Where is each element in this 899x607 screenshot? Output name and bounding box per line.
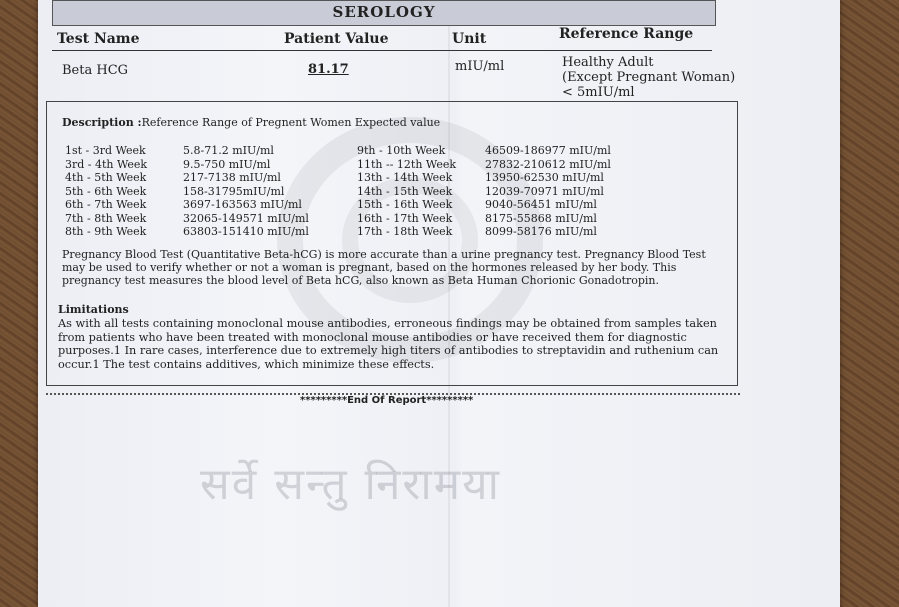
week-label-2: 17th - 18th Week (357, 225, 453, 238)
week-range: 32065-149571 mIU/ml (183, 211, 309, 225)
description-title (62, 116, 440, 129)
section-title: SEROLOGY (52, 0, 716, 26)
week-range: 3697-163563 mIU/ml (183, 198, 302, 211)
week-label-2: 9th - 10th Week (357, 144, 446, 157)
limitations-title: Limitations (58, 303, 129, 316)
footer-motto: सर्वे सन्तु निरामया (200, 459, 501, 510)
limitations-text: As with all tests containing monoclonal mouse antibodies, erroneous findings may be obtained from samples taken from patients who have been treated with monoclonal mouse antibodies or have received them for diagnostic purposes.1 In rare cases, interference due to extremely high titers of antibodies to streptavidin and ruthenium can occur.1 The test contains additives, which minimize these effects. (58, 317, 719, 371)
reference-line-1: Healthy Adult (562, 55, 654, 70)
result-test-name: Beta HCG (62, 63, 129, 78)
week-label-2: 11th -- 12th Week (357, 157, 457, 171)
week-range: 217-7138 mIU/ml (183, 171, 281, 184)
week-label: 1st - 3rd Week (65, 144, 146, 157)
blood-test-paragraph: Pregnancy Blood Test (Quantitative Beta-hCG) is more accurate than a urine pregnancy test. Pregnancy Blood Test may be used to verify whether or not a woman is pregnant, based on the hormones released by her body. This pregnancy test measures the blood level of Beta hCG, also known as Beta Human Chorionic Gonadotropin. (62, 248, 706, 287)
week-range-2: 12039-70971 mIU/ml (485, 184, 604, 198)
week-label-2: 14th - 15th Week (357, 184, 453, 198)
week-range-2: 8099-58176 mIU/ml (485, 225, 597, 238)
week-range-2: 9040-56451 mIU/ml (485, 198, 597, 211)
week-label-2: 15th - 16th Week (357, 198, 453, 211)
week-label: 8th - 9th Week (65, 225, 147, 238)
reference-line-3: < 5mIU/ml (562, 85, 635, 100)
header-test-name: Test Name (57, 31, 140, 47)
week-range-2: 46509-186977 mIU/ml (485, 144, 611, 157)
header-unit: Unit (452, 31, 487, 47)
result-patient-value: 81.17 (308, 62, 349, 77)
week-range-2: 13950-62530 mIU/ml (485, 171, 604, 184)
reference-line-2: (Except Pregnant Woman) (562, 70, 736, 85)
week-range: 158-31795mIU/ml (183, 184, 285, 198)
week-label: 4th - 5th Week (65, 171, 147, 184)
result-unit: mIU/ml (455, 59, 505, 74)
description-text: Reference Range of Pregnent Women Expected value (141, 116, 441, 129)
week-range: 9.5-750 mIU/ml (183, 157, 271, 171)
header-divider (52, 50, 712, 51)
week-label-2: 16th - 17th Week (357, 211, 453, 225)
week-label-2: 13th - 14th Week (357, 171, 453, 184)
description-label: Description : (62, 116, 142, 129)
week-label: 6th - 7th Week (65, 198, 147, 211)
header-patient-value: Patient Value (284, 31, 389, 47)
header-reference-range: Reference Range (559, 26, 694, 42)
week-range: 63803-151410 mIU/ml (183, 225, 309, 238)
week-label: 5th - 6th Week (65, 184, 147, 198)
result-reference-range (562, 55, 735, 100)
end-of-report: *********End Of Report********* (300, 395, 474, 406)
week-label: 7th - 8th Week (65, 211, 147, 225)
week-range-2: 8175-55868 mIU/ml (485, 211, 597, 225)
week-range: 5.8-71.2 mIU/ml (183, 144, 274, 157)
week-label: 3rd - 4th Week (65, 157, 148, 171)
week-range-2: 27832-210612 mIU/ml (485, 157, 611, 171)
